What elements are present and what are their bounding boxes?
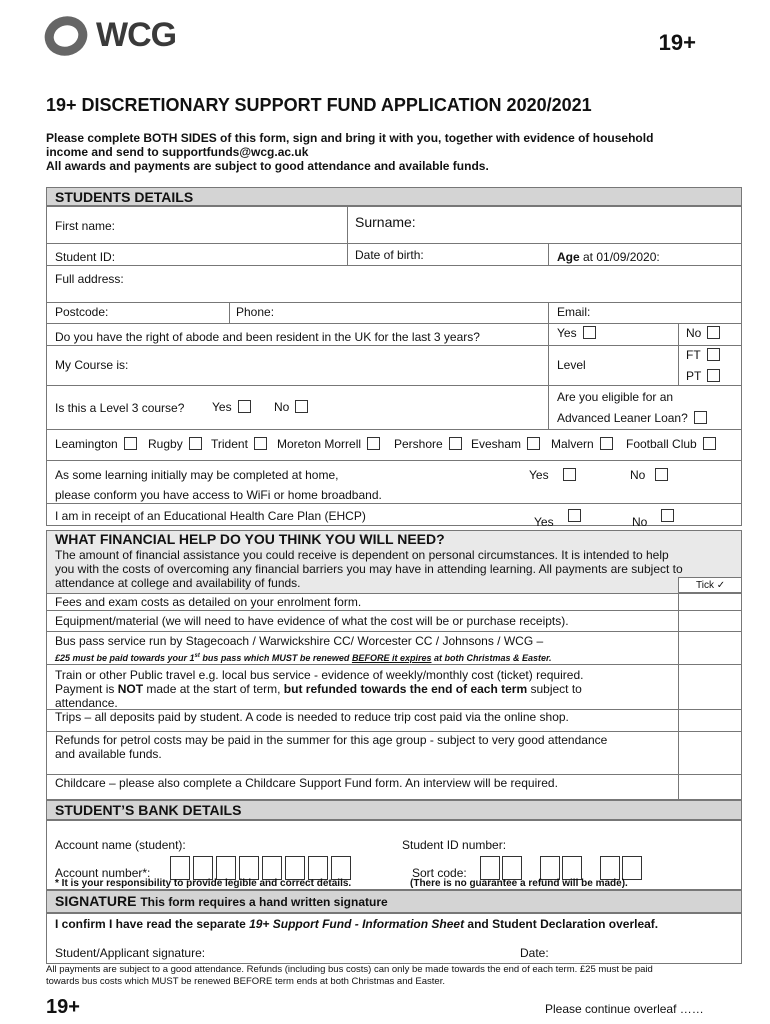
course-label: My Course is:: [55, 358, 129, 372]
account-digit-4[interactable]: [239, 856, 259, 880]
train-row-line1: Train or other Public travel e.g. local bus service - evidence of weekly/monthly cost (ticket) required.: [55, 668, 584, 682]
campus-leamington: Leamington: [55, 437, 137, 451]
financial-heading: WHAT FINANCIAL HELP DO YOU THINK YOU WILL NEED?: [55, 531, 445, 547]
dob-label: Date of birth:: [355, 248, 424, 262]
home-yes-checkbox[interactable]: [563, 468, 576, 481]
campus-football-club: Football Club: [626, 437, 716, 451]
students-heading: STUDENTS DETAILS: [55, 189, 194, 205]
campus-trident-checkbox[interactable]: [254, 437, 267, 450]
email-label: Email:: [557, 305, 591, 319]
train-row-line3: attendance.: [55, 696, 118, 710]
financial-desc-1: The amount of financial assistance you could receive is dependent on personal circumstances. It is intended to help: [55, 548, 669, 562]
petrol-row-line2: and available funds.: [55, 747, 162, 761]
sort-code-digit-2[interactable]: [502, 856, 522, 880]
confirm-statement: I confirm I have read the separate 19+ Support Fund - Information Sheet and Student Declaration overleaf.: [55, 917, 659, 931]
home-yes: Yes: [529, 468, 576, 482]
signature-section-header: [46, 890, 742, 913]
advanced-question-line2: Advanced Leaner Loan?: [557, 411, 707, 425]
abode-yes: Yes: [557, 326, 596, 340]
abode-yes-checkbox[interactable]: [583, 326, 596, 339]
account-digit-5[interactable]: [262, 856, 282, 880]
trips-row: Trips – all deposits paid by student. A code is needed to reduce trip cost paid via the online shop.: [55, 710, 569, 724]
campus-football-club-checkbox[interactable]: [703, 437, 716, 450]
ehcp-question: I am in receipt of an Educational Health Care Plan (EHCP): [55, 509, 366, 523]
childcare-row: Childcare – please also complete a Childcare Support Fund form. An interview will be required.: [55, 776, 558, 790]
phone-label: Phone:: [236, 305, 275, 319]
campus-rugby: Rugby: [148, 437, 202, 451]
pt-checkbox[interactable]: [707, 369, 720, 382]
footer-note-line1: All payments are subject to a good attendance. Refunds (including bus costs) can only be made towards the end of each term. £25 must be paid: [46, 964, 653, 975]
wcg-logo: [44, 14, 189, 58]
bank-student-id-label: Student ID number:: [402, 838, 507, 852]
petrol-row-line1: Refunds for petrol costs may be paid in the summer for this age group - subject to very good attendance: [55, 733, 608, 747]
account-digit-6[interactable]: [285, 856, 305, 880]
abode-question: Do you have the right of abode and been resident in the UK for the last 3 years?: [55, 330, 480, 344]
equipment-row: Equipment/material (we will need to have evidence of what the cost will be or purchase receipts).: [55, 614, 569, 628]
account-digit-3[interactable]: [216, 856, 236, 880]
home-no-checkbox[interactable]: [655, 468, 668, 481]
level3-no: No: [274, 400, 308, 414]
financial-desc-2: you with the costs of overcoming any financial barriers you may have in attending learning. All payments are subject to: [55, 562, 683, 576]
account-digit-2[interactable]: [193, 856, 213, 880]
applicant-signature-label: Student/Applicant signature:: [55, 946, 206, 960]
ehcp-yes: Yes: [534, 509, 581, 529]
tick-header: [678, 577, 742, 593]
intro-line-1: Please complete BOTH SIDES of this form, sign and bring it with you, together with evidence of household: [46, 131, 654, 145]
postcode-label: Postcode:: [55, 305, 109, 319]
level3-question: Is this a Level 3 course?: [55, 401, 185, 415]
home-question-line2: please conform you have access to WiFi or home broadband.: [55, 488, 382, 502]
ft-option: FT: [686, 348, 720, 362]
account-name-label: Account name (student):: [55, 838, 186, 852]
ehcp-yes-checkbox[interactable]: [568, 509, 581, 522]
bus-row-line1: Bus pass service run by Stagecoach / Warwickshire CC/ Worcester CC / Johnsons / WCG –: [55, 634, 544, 648]
bank-note-1: * It is your responsibility to provide legible and correct details.: [55, 878, 352, 889]
level3-no-checkbox[interactable]: [295, 400, 308, 413]
account-digit-7[interactable]: [308, 856, 328, 880]
intro-text: [46, 131, 726, 173]
abode-no: No: [686, 326, 720, 340]
campus-pershore-checkbox[interactable]: [449, 437, 462, 450]
sort-code-digit-3[interactable]: [540, 856, 560, 880]
train-row-line2: Payment is NOT made at the start of term, but refunded towards the end of each term subject to: [55, 682, 582, 696]
ehcp-no-checkbox[interactable]: [661, 509, 674, 522]
logo-text: WCG: [96, 16, 177, 54]
home-question-line1: As some learning initially may be completed at home,: [55, 468, 339, 482]
abode-no-checkbox[interactable]: [707, 326, 720, 339]
advanced-loan-checkbox[interactable]: [694, 411, 707, 424]
campus-moreton-morrell: Moreton Morrell: [277, 437, 380, 451]
bank-heading: STUDENT’S BANK DETAILS: [55, 802, 242, 818]
level-label: Level: [557, 358, 586, 372]
footer-note-line2: towards bus costs which MUST be renewed BEFORE term ends at both Christmas and Easter.: [46, 976, 445, 987]
ehcp-no: No: [632, 509, 674, 529]
campus-evesham: Evesham: [471, 437, 540, 451]
bus-row-line2: £25 must be paid towards your 1st bus pass which MUST be renewed BEFORE it expires at both Christmas & Easter.: [55, 653, 552, 663]
financial-desc-3: attendance at college and availability of funds.: [55, 576, 301, 590]
bank-note-2: (There is no guarantee a refund will be made).: [410, 878, 628, 889]
level3-yes: Yes: [212, 400, 251, 414]
fees-row: Fees and exam costs as detailed on your enrolment form.: [55, 595, 362, 609]
advanced-question-line1: Are you eligible for an: [557, 390, 674, 404]
date-label: Date:: [520, 946, 549, 960]
continue-overleaf: Please continue overleaf ……: [545, 1002, 704, 1016]
campus-moreton-morrell-checkbox[interactable]: [367, 437, 380, 450]
account-digit-8[interactable]: [331, 856, 351, 880]
signature-heading-text: SIGNATURE This form requires a hand written signature: [55, 893, 388, 909]
intro-line-3: All awards and payments are subject to good attendance and available funds.: [46, 159, 489, 173]
campus-leamington-checkbox[interactable]: [124, 437, 137, 450]
students-section-header: [46, 187, 742, 206]
page-title: 19+ DISCRETIONARY SUPPORT FUND APPLICATION 2020/2021: [46, 95, 592, 115]
level3-yes-checkbox[interactable]: [238, 400, 251, 413]
intro-line-2: income and send to supportfunds@wcg.ac.uk: [46, 145, 309, 159]
campus-evesham-checkbox[interactable]: [527, 437, 540, 450]
address-label: Full address:: [55, 272, 124, 286]
campus-rugby-checkbox[interactable]: [189, 437, 202, 450]
home-no: No: [630, 468, 668, 482]
bank-section-header: [46, 800, 742, 820]
account-number-label: Account number*:: [55, 866, 151, 880]
first-name-label: First name:: [55, 219, 116, 233]
sort-code-digit-4[interactable]: [562, 856, 582, 880]
tick-label: Tick ✓: [696, 580, 726, 591]
sort-code-digit-1[interactable]: [480, 856, 500, 880]
campus-malvern: Malvern: [551, 437, 613, 451]
ft-checkbox[interactable]: [707, 348, 720, 361]
sort-code-digit-5[interactable]: [600, 856, 620, 880]
sort-code-digit-6[interactable]: [622, 856, 642, 880]
corner-label: 19+: [658, 30, 696, 55]
student-id-label: Student ID:: [55, 250, 116, 264]
campus-pershore: Pershore: [394, 437, 462, 451]
sort-code-label: Sort code:: [412, 866, 467, 880]
footer-note: [46, 964, 653, 988]
campus-trident: Trident: [211, 437, 267, 451]
logo-ring-icon: [44, 14, 90, 58]
pt-option: PT: [686, 369, 720, 383]
age-label: Age at 01/09/2020:: [557, 250, 660, 264]
campus-malvern-checkbox[interactable]: [600, 437, 613, 450]
footer-corner-label: 19+: [46, 996, 80, 1018]
surname-label: Surname:: [355, 214, 416, 230]
account-digit-1[interactable]: [170, 856, 190, 880]
